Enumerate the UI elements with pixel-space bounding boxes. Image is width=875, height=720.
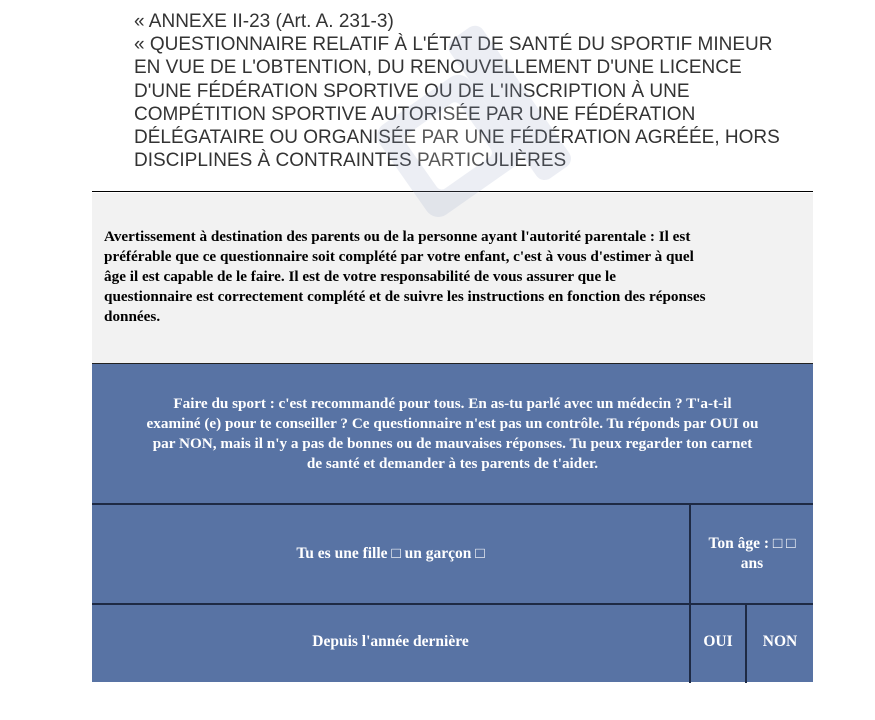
parent-warning-box xyxy=(92,193,813,363)
table-col-divider-1 xyxy=(689,504,691,683)
age-label-line-2: ans xyxy=(740,555,764,572)
warning-line-4: questionnaire est correctement complété et de suivre les instructions en fonction des réponses xyxy=(104,288,706,305)
warning-line-5: données. xyxy=(104,308,161,325)
title-line-4: COMPÉTITION SPORTIVE AUTORISÉE PAR UNE FÉDÉRATION xyxy=(134,103,696,125)
document-header xyxy=(134,10,834,172)
title-line-5: DÉLÉGATAIRE OU ORGANISÉE PAR UNE FÉDÉRATION AGRÉÉE, HORS xyxy=(134,127,780,149)
header-divider xyxy=(92,191,813,192)
age-label-line-1: Ton âge : □ □ xyxy=(708,535,796,552)
no-column-header: NON xyxy=(762,633,798,650)
table-row-divider-2 xyxy=(92,603,813,605)
intro-line-2: examiné (e) pour te conseiller ? Ce questionnaire n'est pas un contrôle. Tu réponds par OUI ou xyxy=(146,415,759,432)
warning-line-1: Avertissement à destination des parents ou de la personne ayant l'autorité parentale : Il est xyxy=(104,228,691,245)
parent-warning-text xyxy=(104,227,801,327)
title-line-1: « QUESTIONNAIRE RELATIF À L'ÉTAT DE SANTÉ DU SPORTIF MINEUR xyxy=(134,34,773,56)
questionnaire-table xyxy=(92,363,813,682)
gender-checkbox-label[interactable]: Tu es une fille □ un garçon □ xyxy=(296,545,485,562)
title-line-6: DISCIPLINES À CONTRAINTES PARTICULIÈRES xyxy=(134,150,567,172)
warning-line-2: préférable que ce questionnaire soit complété par votre enfant, c'est à vous d'estimer à quel xyxy=(104,248,694,265)
intro-text xyxy=(92,394,813,474)
intro-line-1: Faire du sport : c'est recommandé pour tous. En as-tu parlé avec un médecin ? T'a-t-il xyxy=(173,395,732,412)
intro-line-4: de santé et demander à tes parents de t'aider. xyxy=(306,455,599,472)
yes-column-header: OUI xyxy=(703,633,733,650)
annex-reference: « ANNEXE II-23 (Art. A. 231-3) xyxy=(134,11,394,32)
since-last-year-header: Depuis l'année dernière xyxy=(312,633,469,650)
table-row-divider-1 xyxy=(92,503,813,505)
warning-line-3: âge il est capable de le faire. Il est de votre responsabilité de vous assurer que le xyxy=(104,268,616,285)
intro-line-3: par NON, mais il n'y a pas de bonnes ou de mauvaises réponses. Tu peux regarder ton carnet xyxy=(152,435,753,452)
age-field-label[interactable] xyxy=(691,534,813,574)
title-line-2: EN VUE DE L'OBTENTION, DU RENOUVELLEMENT D'UNE LICENCE xyxy=(134,57,742,79)
title-line-3: D'UNE FÉDÉRATION SPORTIVE OU DE L'INSCRIPTION À UNE xyxy=(134,80,690,102)
